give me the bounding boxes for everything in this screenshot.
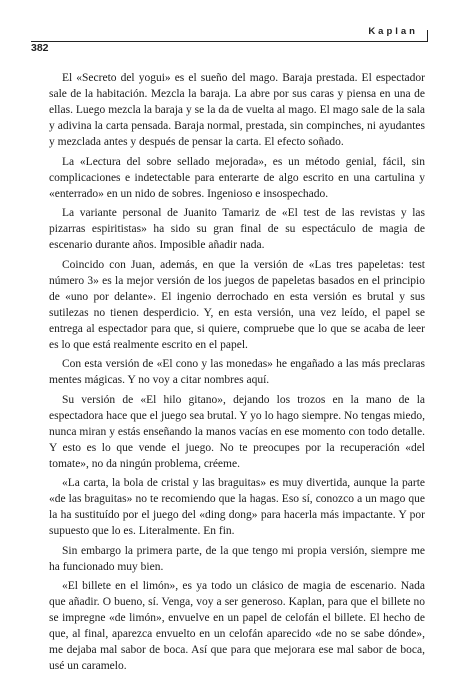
- page-number: 382: [31, 42, 49, 54]
- paragraph: Con esta versión de «El cono y las monedas» he engañado a las más preclaras mentes mágicas. Y no voy a citar nombres aquí.: [49, 358, 425, 386]
- paragraph: «La carta, la bola de cristal y las braguitas» es muy divertida, aunque la parte «de las braguitas» no te recomiendo que la hagas. Eso sí, conozco a un mago que la ha sustituído por el juego del «ding dong» para hacerla más impactante. Y por supuesto que lo es. Literalmente. En fin.: [49, 477, 425, 537]
- paragraph: Su versión de «El hilo gitano», dejando los trozos en la mano de la espectadora hace que el juego sea brutal. Y yo lo hago siempre. No tengas miedo, nunca miran y estás enseñando la manos vacías en ese momento con todo detalle. Y esto es lo que vende el juego. No te preocupes por la recuperación «del tomate», no da ningún problema, créeme.: [49, 393, 425, 470]
- paragraph: La «Lectura del sobre sellado mejorada», es un método genial, fácil, sin complicaciones e indetectable para enterarte de algo escrito en una cartulina y «enterrado» en un nido de sobres. Ingenioso e insospechado.: [49, 155, 425, 200]
- paragraph: Coincido con Juan, además, en que la versión de «Las tres papeletas: test número 3» es la mejor versión de los juegos de papeletas basados en el principio de «uno por delante». El ingenio derrochado en esta versión es brutal y sus sutilezas no tienen desperdicio. Y, en esta versión, una vez leído, el papel se entrega al espectador para que, si quiere, compruebe que lo que se acaba de leer es lo que está realmente escrito en el papel.: [49, 258, 425, 351]
- header-rule: [31, 41, 428, 42]
- paragraph: «El billete en el limón», es ya todo un clásico de magia de escenario. Nada que añadir. O bueno, sí. Venga, voy a ser generoso. Kaplan, para que el billete no se impregne «de limón», envuelve en un papel de celofán el billete. El hecho de que, al final, aparezca envuelto en un celofán aparecido «de no se sabe dónde», me dejaba mal sabor de boca. Así que para que mejorara ese mal sabor de boca, usé un caramelo.: [49, 580, 425, 672]
- paragraph: La variante personal de Juanito Tamariz de «El test de las revistas y las pizarras espiritistas» ha sido su gran final de su espectáculo de magia de escenario durante años. Imposible añadir nada.: [49, 207, 425, 251]
- running-head: Kaplan: [368, 26, 418, 37]
- paragraph: El «Secreto del yogui» es el sueño del mago. Baraja prestada. El espectador sale de la habitación. Mezcla la baraja. La abre por sus caras y piensa en una de ellas. Luego mezcla la baraja y se la da de vuelta al mago. El mago sale de la sala y adivina la carta pensada. Baraja normal, prestada, sin compinches, ni ayudantes y mezclada antes y después de pensar la carta. El efecto soñado.: [49, 72, 425, 148]
- header-corner-mark: [427, 30, 428, 42]
- paragraph: Sin embargo la primera parte, de la que tengo mi propia versión, siempre me ha funcionado muy bien.: [49, 544, 425, 573]
- body-text: [49, 70, 425, 678]
